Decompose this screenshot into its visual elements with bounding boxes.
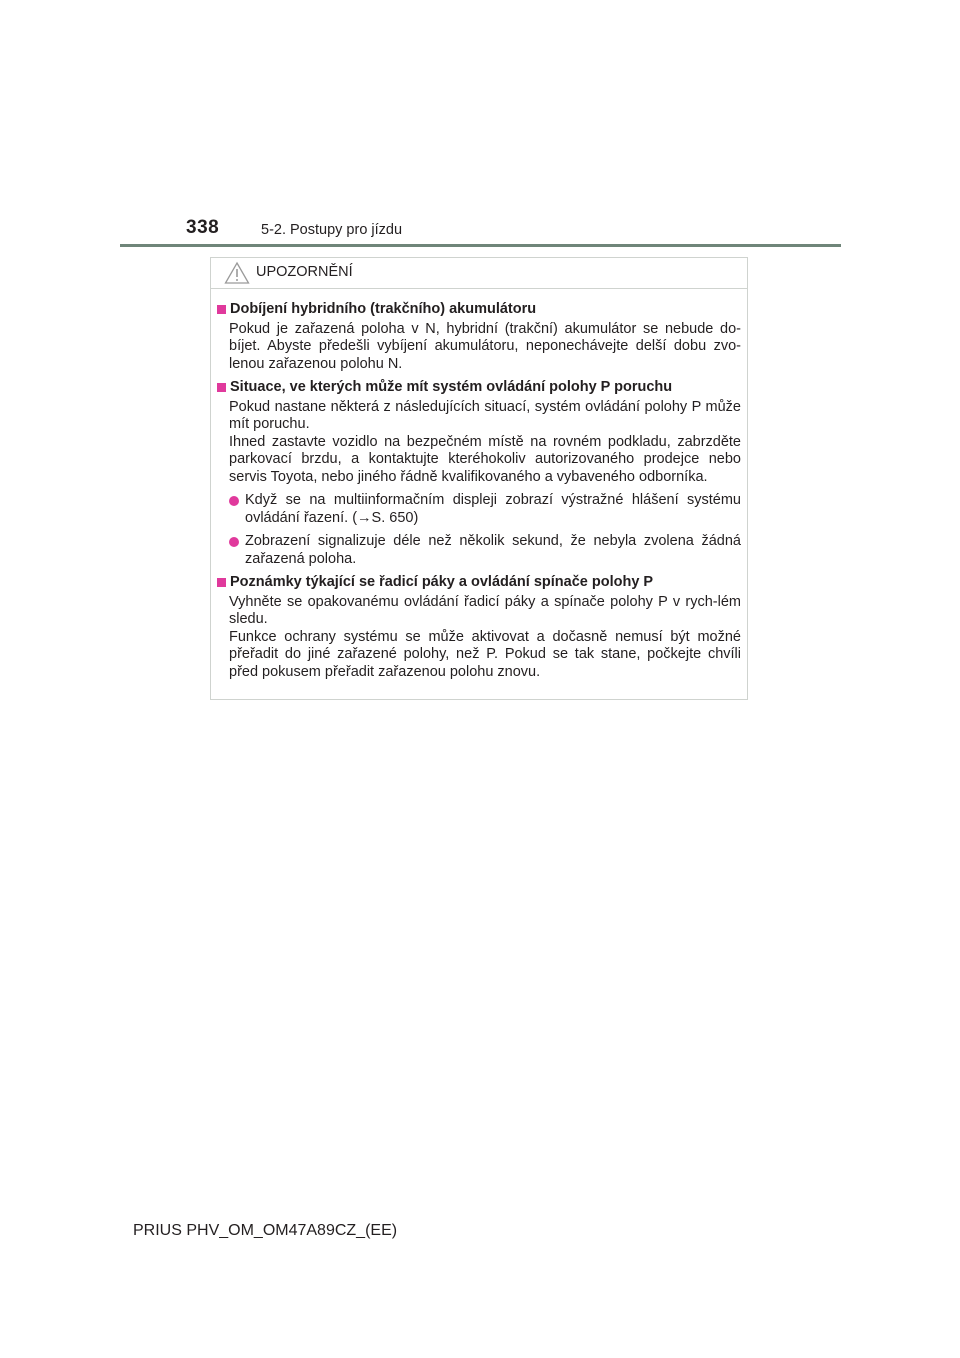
item-title [217,574,741,592]
warning-item-charging [217,301,741,373]
header-rule [120,244,841,247]
page-number: 338 [186,217,220,238]
warning-triangle-icon [224,261,250,285]
sub-item [229,492,741,527]
sub-item-text: Když se na multiinformačním displeji zobrazí výstražné hlášení systému ovládání řazení. (→S. 650) [245,492,741,526]
square-bullet-icon [217,578,226,587]
round-bullet-icon [229,496,239,506]
item-paragraph: Funkce ochrany systému se může aktivovat a dočasně nemusí být možné přeřadit do jiné zařazené polohy, než P. Pokud se tak stane, počkejte chvíli před pokusem přeřadit zařazenou polohu znovu. [229,628,741,680]
square-bullet-icon [217,383,226,392]
warning-header [211,258,747,289]
item-title-text: Dobíjení hybridního (trakčního) akumulátoru [230,301,537,317]
warning-body [211,289,747,681]
item-title-text: Situace, ve kterých může mít systém ovládání polohy P poruchu [230,379,673,395]
item-paragraph: Pokud nastane některá z následujících situací, systém ovládání polohy P může mít poruchu. [229,398,741,432]
warning-box [210,257,748,700]
item-paragraph: Pokud je zařazená poloha v N, hybridní (trakční) akumulátor se nebude do-bíjet. Abyste předešli vybíjení akumulátoru, neponechávejte delší dobu zvo-lenou zařazenou polohu N. [229,320,741,372]
warning-item-malfunction [217,379,741,568]
warning-item-shift-lever [217,574,741,681]
item-paragraph: Vyhněte se opakovanému ovládání řadicí páky a spínače polohy P v rych-lém sledu. [229,593,741,627]
sub-item [229,533,741,568]
warning-label: UPOZORNĚNÍ [256,264,353,280]
item-title [217,379,741,397]
square-bullet-icon [217,305,226,314]
sub-item-text: Zobrazení signalizuje déle než několik sekund, že nebyla zvolena žádná zařazená poloha. [245,533,741,567]
round-bullet-icon [229,537,239,547]
item-paragraph: Ihned zastavte vozidlo na bezpečném místě na rovném podkladu, zabrzděte parkovací brzdu, a kontaktujte kteréhokoliv autorizovaného prodejce nebo servis Toyota, nebo jiného řádně kvalifikovaného a vybaveného odborníka. [229,433,741,485]
footer-document-code: PRIUS PHV_OM_OM47A89CZ_(EE) [133,1222,398,1239]
item-title-text: Poznámky týkající se řadicí páky a ovládání spínače polohy P [230,574,654,590]
item-title [217,301,741,319]
section-title: 5-2. Postupy pro jízdu [261,222,403,238]
